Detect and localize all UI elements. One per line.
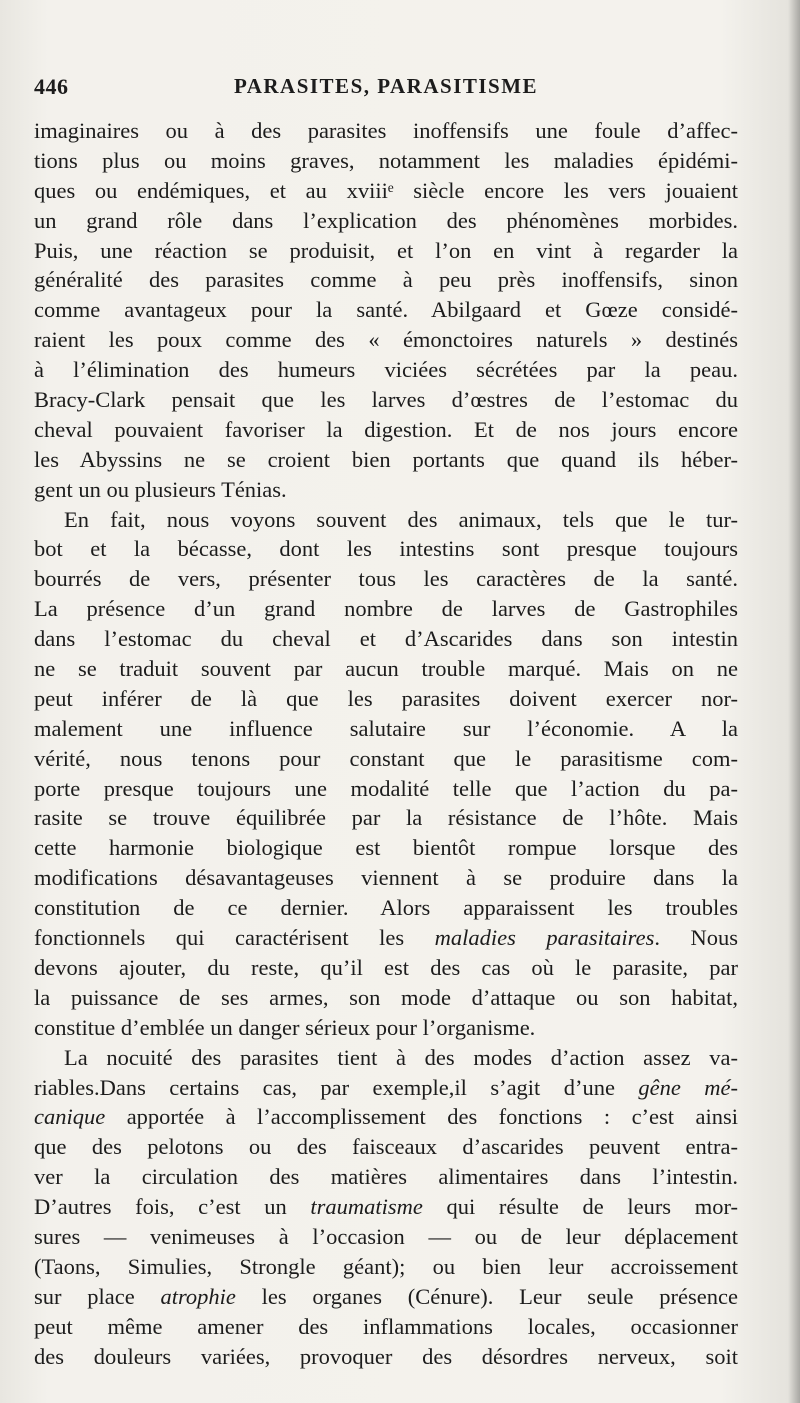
text-line: bot et la bécasse, dont les intestins sont presque toujours — [34, 536, 738, 562]
text-line: constitution de ce dernier. Alors apparaissent les troubles — [34, 895, 738, 921]
text-line: modifications désavantageuses viennent à se produire dans la — [34, 865, 738, 891]
body-text — [34, 116, 738, 1371]
text-span: . Nous — [654, 925, 738, 951]
text-line: malement une influence salutaire sur l’économie. A la — [34, 715, 738, 741]
text-line — [34, 1192, 738, 1222]
text-line: ver la circulation des matières alimentaires dans l’intestin. — [34, 1164, 738, 1190]
text-line: Bracy-Clark pensait que les larves d’œstres de l’estomac du — [34, 387, 738, 413]
italic-term: atrophie — [160, 1283, 236, 1309]
text-line: des douleurs variées, provoquer des désordres nerveux, soit — [34, 1343, 738, 1369]
text-span: les organes (Cénure). Leur seule présence — [235, 1283, 738, 1309]
text-line: tions plus ou moins graves, notamment les maladies épidémi- — [34, 147, 738, 173]
text-line: raient les poux comme des « émonctoires naturels » destinés — [34, 327, 738, 353]
text-span: D’autres fois, c’est un — [34, 1194, 311, 1220]
text-line: Puis, une réaction se produisit, et l’on en vint à regarder la — [34, 237, 738, 263]
text-line: dans l’estomac du cheval et d’Ascarides dans son intestin — [34, 626, 738, 652]
text-line: porte presque toujours une modalité telle que l’action du pa- — [34, 775, 738, 801]
text-line — [34, 1102, 738, 1132]
text-line: un grand rôle dans l’explication des phénomènes morbides. — [34, 207, 738, 233]
text-line: ne se traduit souvent par aucun trouble marqué. Mais on ne — [34, 656, 738, 682]
text-line — [34, 1282, 738, 1312]
running-title: PARASITES, PARASITISME — [233, 74, 539, 98]
page-edge-shadow — [788, 0, 800, 1403]
text-line: rasite se trouve équilibrée par la résistance de l’hôte. Mais — [34, 805, 738, 831]
text-line — [34, 923, 738, 953]
text-span: La nocuité des parasites tient à des modes d’action assez va- — [64, 1044, 738, 1070]
text-span: apportée à l’accomplissement des fonctions : c’est ainsi — [105, 1104, 738, 1130]
text-line: cette harmonie biologique est bientôt rompue lorsque des — [34, 835, 738, 861]
text-line: cheval pouvaient favoriser la digestion. Et de nos jours encore — [34, 416, 738, 442]
text-span: qui résulte de leurs mor- — [422, 1194, 738, 1220]
paragraph-start-line — [34, 1043, 738, 1073]
text-line: vérité, nous tenons pour constant que le parasitisme com- — [34, 745, 738, 771]
text-line: généralité des parasites comme à peu près inoffensifs, sinon — [34, 267, 738, 293]
page-header — [34, 74, 738, 114]
text-line: (Taons, Simulies, Strongle géant); ou bien leur accroissement — [34, 1253, 738, 1279]
text-line: peut inférer de là que les parasites doivent exercer nor- — [34, 685, 738, 711]
italic-term: canique — [34, 1104, 106, 1130]
text-line: constitue d’emblée un danger sérieux pour l’organisme. — [34, 1014, 536, 1040]
text-line: gent un ou plusieurs Ténias. — [34, 476, 287, 502]
text-line: que des pelotons ou des faisceaux d’ascarides peuvent entra- — [34, 1134, 738, 1160]
text-line: la puissance de ses armes, son mode d’attaque ou son habitat, — [34, 984, 738, 1010]
text-line: bourrés de vers, présenter tous les caractères de la santé. — [34, 566, 738, 592]
page-number: 446 — [34, 74, 69, 99]
text-line: les Abyssins ne se croient bien portants que quand ils héber- — [34, 446, 738, 472]
text-line: comme avantageux pour la santé. Abilgaard et Gœze considé- — [34, 297, 738, 323]
text-line: devons ajouter, du reste, qu’il est des cas où le parasite, par — [34, 954, 738, 980]
paragraph-start-line: En fait, nous voyons souvent des animaux, tels que le tur- — [64, 506, 738, 532]
text-span: fonctionnels qui caractérisent les — [34, 925, 435, 951]
text-span: sur place — [34, 1283, 161, 1309]
italic-term: maladies parasitaires — [434, 925, 655, 951]
italic-term: gêne mé- — [638, 1074, 738, 1100]
text-line: La présence d’un grand nombre de larves de Gastrophiles — [34, 596, 738, 622]
text-span: riables.Dans certains cas, par exemple,il s’agit d’une — [34, 1074, 639, 1100]
text-line: ques ou endémiques, et au xviiiᵉ siècle encore les vers jouaient — [34, 177, 738, 203]
text-line: à l’élimination des humeurs viciées sécrétées par la peau. — [34, 357, 738, 383]
italic-term: traumatisme — [310, 1194, 423, 1220]
text-line: imaginaires ou à des parasites inoffensifs une foule d’affec- — [34, 118, 738, 143]
text-line: sures — venimeuses à l’occasion — ou de leur déplacement — [34, 1223, 738, 1249]
text-line: peut même amener des inflammations locales, occasionner — [34, 1313, 738, 1339]
text-line — [34, 1073, 738, 1103]
